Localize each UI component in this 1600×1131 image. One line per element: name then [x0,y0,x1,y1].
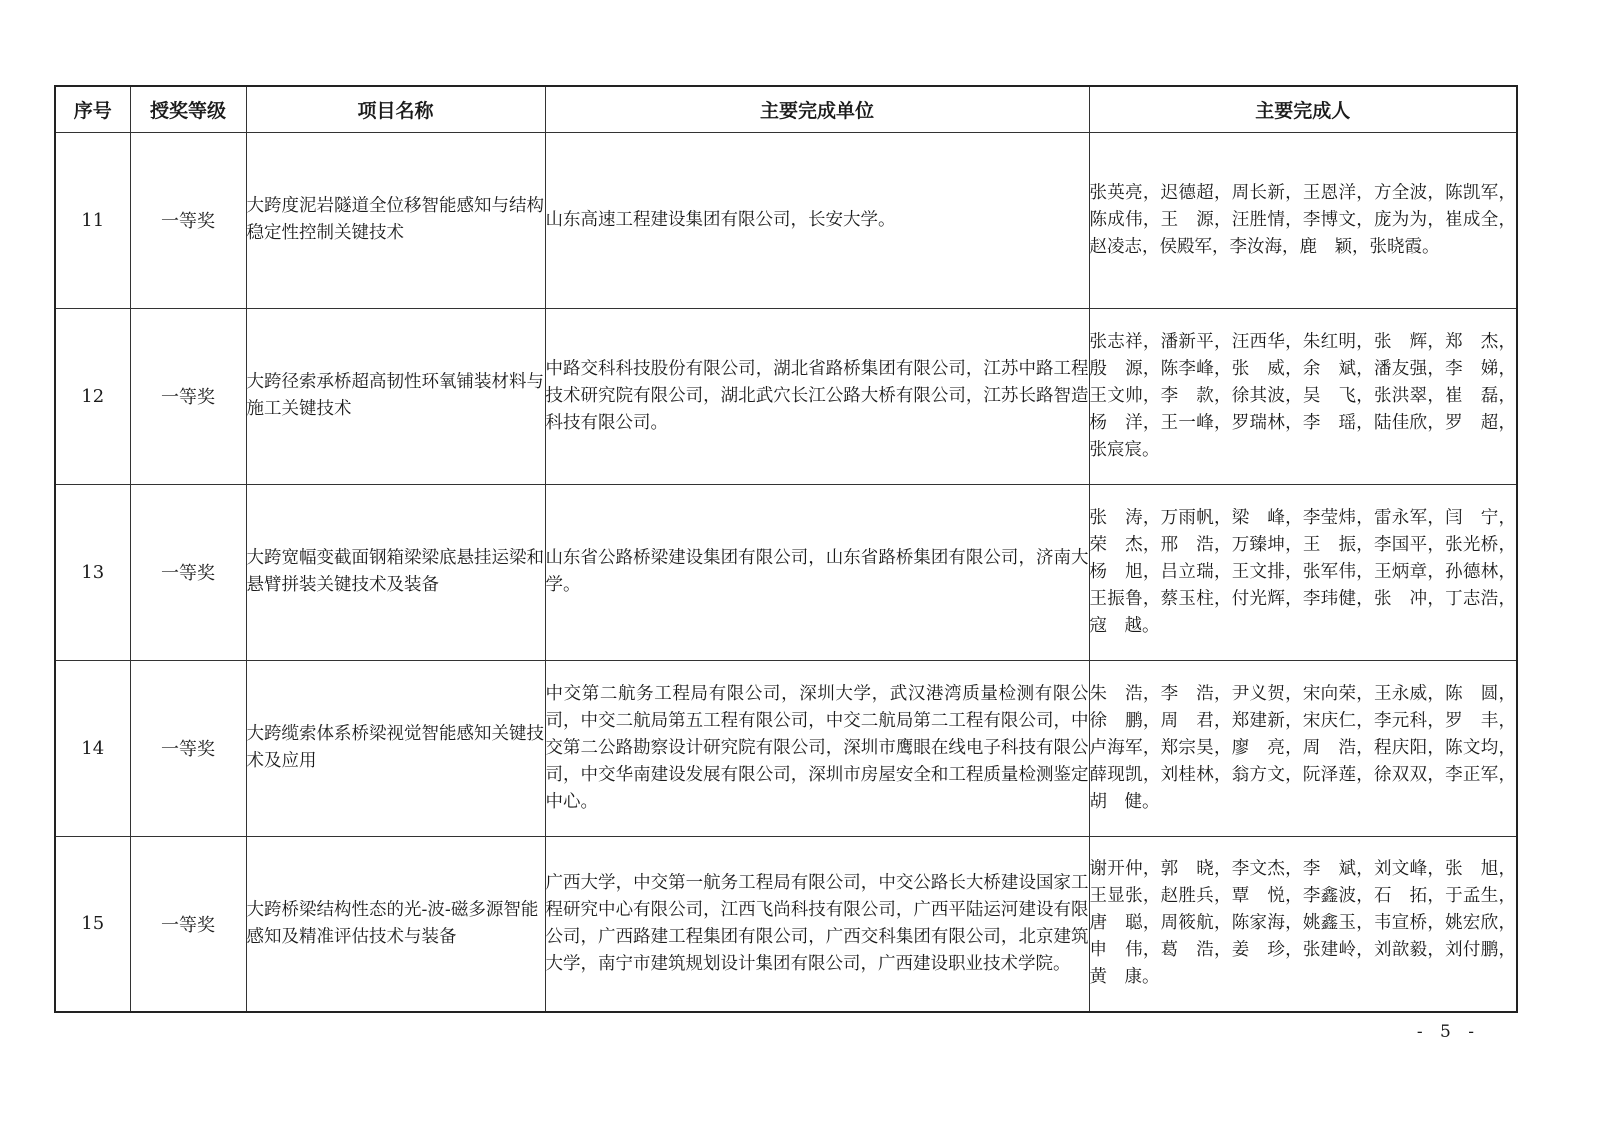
row-index: 12 [55,308,130,484]
header-index: 序号 [55,86,130,132]
row-project: 大跨桥梁结构性态的光-波-磁多源智能感知及精准评估技术与装备 [246,836,545,1012]
header-units: 主要完成单位 [545,86,1089,132]
row-project: 大跨度泥岩隧道全位移智能感知与结构稳定性控制关键技术 [246,132,545,308]
row-people: 张志祥，潘新平，汪西华，朱红明，张 辉，郑 杰，殷 源，陈李峰，张 威，余 斌，潘友强，李 娣，王文帅，李 款，徐其波，吴 飞，张洪翠，崔 磊，杨 洋，王一峰，罗瑞林，李 瑶，陆佳欣，罗 超，张宸宸。 [1089,308,1517,484]
header-people: 主要完成人 [1089,86,1517,132]
table-row [55,836,1517,1012]
row-units: 山东省公路桥梁建设集团有限公司，山东省路桥集团有限公司，济南大学。 [545,484,1089,660]
row-people: 张 涛，万雨帆，梁 峰，李莹炜，雷永军，闫 宁，荣 杰，邢 浩，万臻坤，王 振，李国平，张光桥，杨 旭，吕立瑞，王文排，张军伟，王炳章，孙德林，王振鲁，蔡玉柱，付光辉，李玮健，张 冲，丁志浩，寇 越。 [1089,484,1517,660]
row-grade: 一等奖 [130,836,246,1012]
row-units: 广西大学，中交第一航务工程局有限公司，中交公路长大桥建设国家工程研究中心有限公司，江西飞尚科技有限公司，广西平陆运河建设有限公司，广西路建工程集团有限公司，广西交科集团有限公司，北京建筑大学，南宁市建筑规划设计集团有限公司，广西建设职业技术学院。 [545,836,1089,1012]
page-number: - 5 - [1416,1022,1480,1042]
row-units: 山东高速工程建设集团有限公司，长安大学。 [545,132,1089,308]
row-people: 朱 浩，李 浩，尹义贺，宋向荣，王永威，陈 圆，徐 鹏，周 君，郑建新，宋庆仁，李元科，罗 丰，卢海军，郑宗昊，廖 亮，周 浩，程庆阳，陈文均，薛现凯，刘桂林，翁方文，阮泽莲，徐双双，李正军，胡 健。 [1089,660,1517,836]
row-project: 大跨径索承桥超高韧性环氧铺装材料与施工关键技术 [246,308,545,484]
table-header-row [55,86,1517,132]
row-index: 14 [55,660,130,836]
row-units: 中交第二航务工程局有限公司，深圳大学，武汉港湾质量检测有限公司，中交二航局第五工程有限公司，中交二航局第二工程有限公司，中交第二公路勘察设计研究院有限公司，深圳市鹰眼在线电子科技有限公司，中交华南建设发展有限公司，深圳市房屋安全和工程质量检测鉴定中心。 [545,660,1089,836]
header-project: 项目名称 [246,86,545,132]
table-row [55,132,1517,308]
row-grade: 一等奖 [130,484,246,660]
table-row [55,308,1517,484]
row-people: 张英亮，迟德超，周长新，王恩洋，方全波，陈凯军，陈成伟，王 源，汪胜情，李博文，庞为为，崔成全，赵凌志，侯殿军，李汝海，鹿 颖，张晓霞。 [1089,132,1517,308]
row-people: 谢开仲，郭 晓，李文杰，李 斌，刘文峰，张 旭，王显张，赵胜兵，覃 悦，李鑫波，石 拓，于孟生，唐 聪，周筱航，陈家海，姚鑫玉，韦宣桥，姚宏欣，申 伟，葛 浩，姜 珍，张建岭，刘歆毅，刘付鹏，黄 康。 [1089,836,1517,1012]
row-units: 中路交科科技股份有限公司，湖北省路桥集团有限公司，江苏中路工程技术研究院有限公司，湖北武穴长江公路大桥有限公司，江苏长路智造科技有限公司。 [545,308,1089,484]
row-project: 大跨宽幅变截面钢箱梁梁底悬挂运梁和悬臂拼装关键技术及装备 [246,484,545,660]
header-grade: 授奖等级 [130,86,246,132]
row-project: 大跨缆索体系桥梁视觉智能感知关键技术及应用 [246,660,545,836]
row-index: 13 [55,484,130,660]
row-index: 11 [55,132,130,308]
awards-table [54,85,1518,1013]
row-index: 15 [55,836,130,1012]
row-grade: 一等奖 [130,660,246,836]
table-row [55,484,1517,660]
table-row [55,660,1517,836]
row-grade: 一等奖 [130,308,246,484]
row-grade: 一等奖 [130,132,246,308]
